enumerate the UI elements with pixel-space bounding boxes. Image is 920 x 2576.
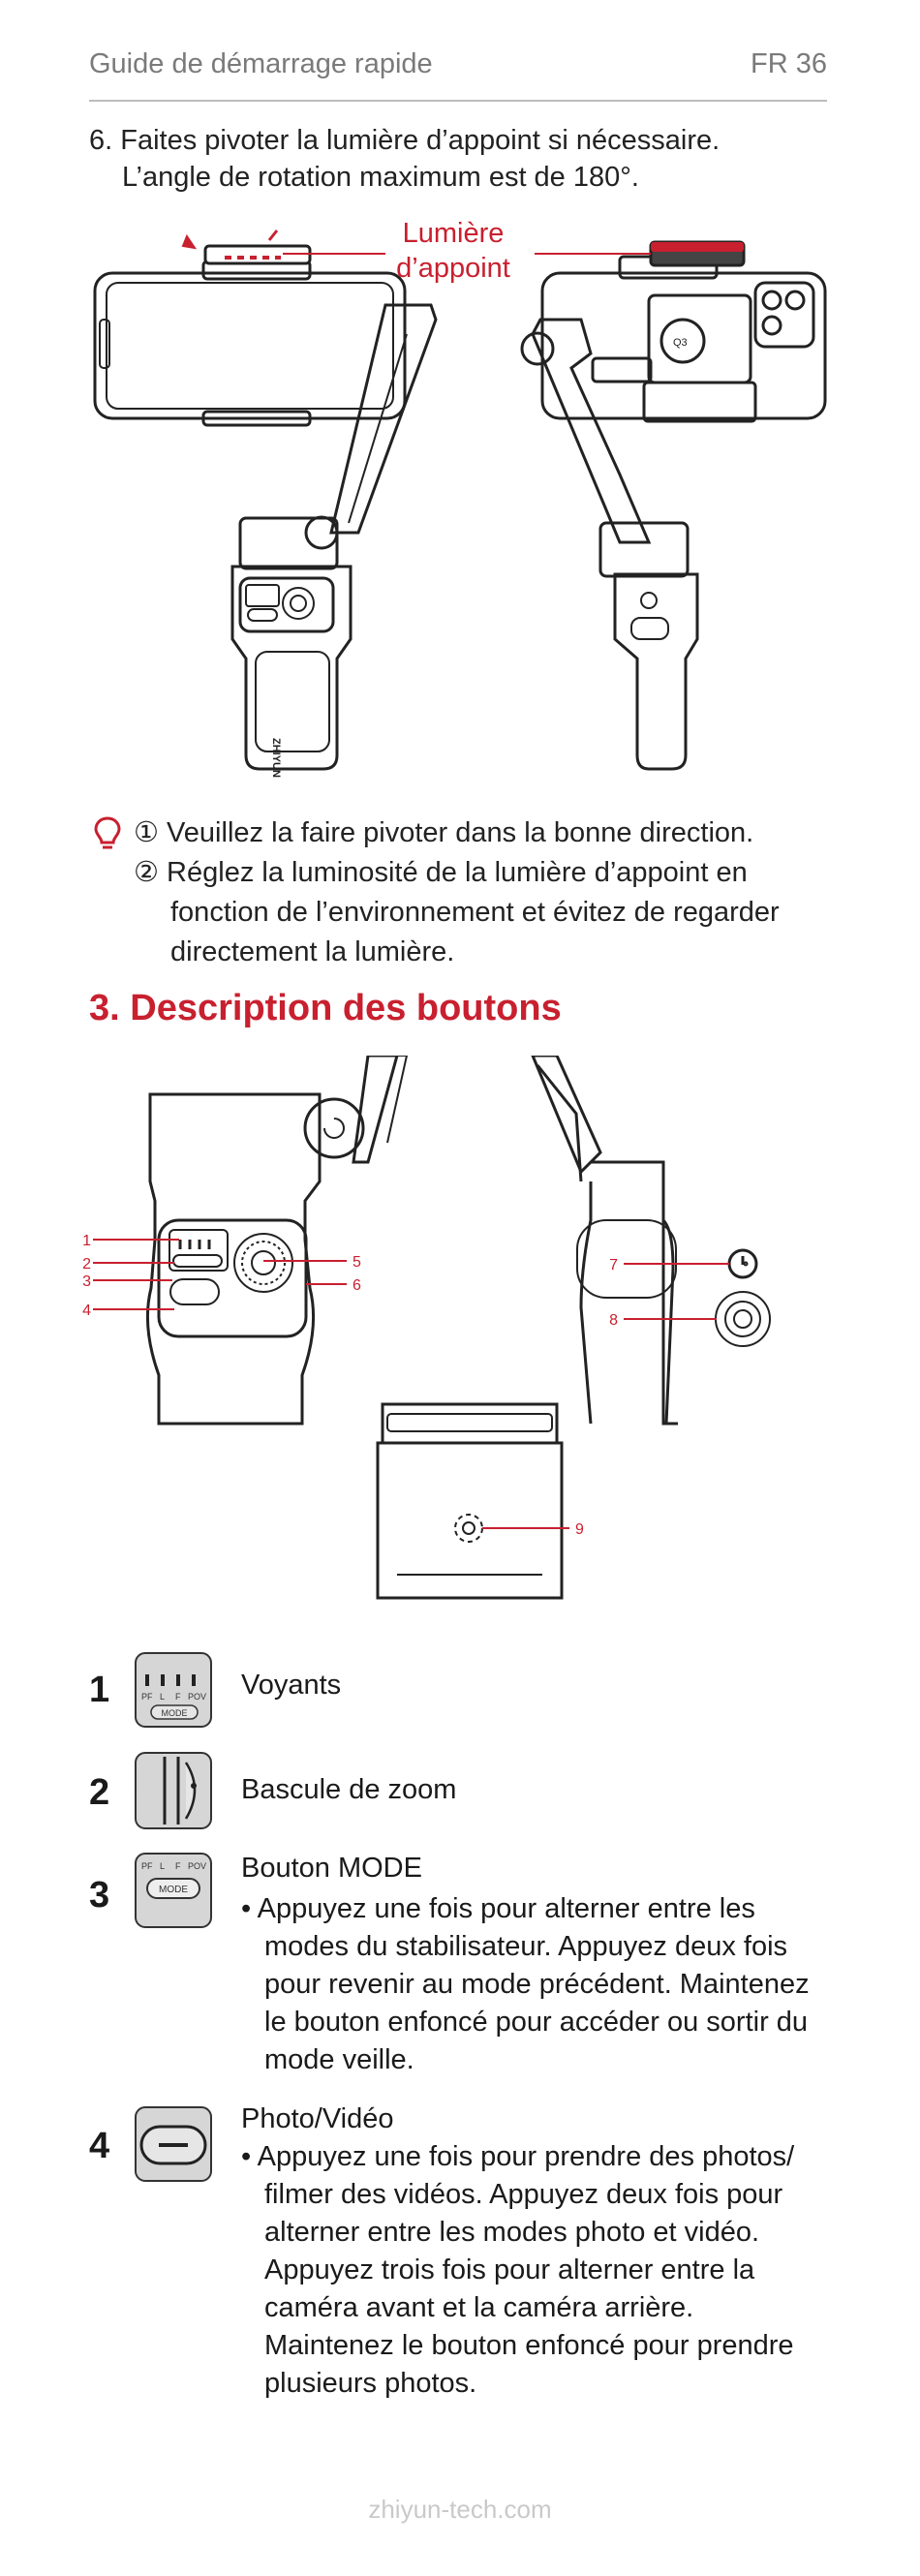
header-title: Guide de démarrage rapide [89, 48, 433, 79]
panel-label-l-2: L [160, 1861, 166, 1871]
mode-label-1: MODE [161, 1708, 188, 1718]
item-4-number: 4 [89, 2126, 110, 2166]
photo-video-button-icon [134, 2105, 213, 2183]
panel-label-pf-2: PF [141, 1861, 153, 1871]
item-4-line6: Maintenez le bouton enfoncé pour prendre [264, 2330, 794, 2361]
lightbulb-icon [93, 815, 122, 852]
callout-3: 3 [82, 1273, 91, 1290]
buttons-diagram [77, 1056, 852, 1617]
mode-label-2: MODE [159, 1885, 188, 1895]
step-6-line1: 6. Faites pivoter la lumière d’appoint si nécessaire. [89, 125, 721, 156]
tip-line2: ② Réglez la luminosité de la lumière d’appoint en [134, 857, 748, 888]
phone-front [95, 273, 405, 418]
callout-1: 1 [82, 1233, 91, 1249]
page-number: FR 36 [751, 48, 827, 79]
item-4-title: Photo/Vidéo [241, 2103, 394, 2134]
item-4-line7: plusieurs photos. [264, 2368, 477, 2399]
tip-line4: directement la lumière. [170, 936, 455, 967]
indicator-lights-icon [134, 1651, 213, 1729]
step-6-line2: L’angle de rotation maximum est de 180°. [122, 162, 639, 193]
item-3-body [241, 1890, 861, 2079]
item-4-line4: Appuyez trois fois pour alterner entre la [264, 2254, 755, 2285]
q3-mark: Q3 [673, 337, 688, 349]
callout-5: 5 [353, 1254, 361, 1271]
section-title: 3. Description des boutons [89, 988, 562, 1028]
tip-line3: fonction de l’environnement et évitez de regarder [170, 897, 780, 928]
callout-7: 7 [609, 1257, 618, 1273]
item-4-body [241, 2138, 861, 2403]
item-3-line3: pour revenir au mode précédent. Maintenez [264, 1969, 810, 2000]
step-6 [89, 122, 720, 196]
item-4-line3: alterner entre les modes photo et vidéo. [264, 2217, 760, 2248]
callout-6: 6 [353, 1277, 361, 1294]
panel-label-pov-2: POV [188, 1861, 207, 1871]
callout-9: 9 [575, 1521, 584, 1538]
item-3-line5: mode veille. [264, 2044, 414, 2075]
callout-4: 4 [82, 1303, 91, 1319]
tip-line1: ① Veuillez la faire pivoter dans la bonne direction. [134, 817, 754, 848]
tip-block [134, 813, 812, 972]
brand-mark: ZHIYUN [270, 738, 282, 778]
item-4-line2: filmer des vidéos. Appuyez deux fois pour [264, 2179, 783, 2210]
callout-8: 8 [609, 1312, 618, 1329]
callout-2: 2 [82, 1256, 91, 1273]
panel-label-l: L [160, 1692, 166, 1702]
item-3-line4: le bouton enfoncé pour accéder ou sortir du [264, 2007, 809, 2038]
item-1-number: 1 [89, 1670, 110, 1710]
item-4-line5: caméra avant et la caméra arrière. [264, 2292, 694, 2323]
item-3-title: Bouton MODE [241, 1853, 422, 1884]
item-3-line2: modes du stabilisateur. Appuyez deux fois [264, 1931, 788, 1962]
header-divider [89, 100, 827, 102]
item-3-line1: • Appuyez une fois pour alterner entre les [241, 1893, 755, 1924]
item-2-number: 2 [89, 1772, 110, 1813]
zoom-rocker-icon [134, 1751, 213, 1830]
item-4-line1: • Appuyez une fois pour prendre des photos/ [241, 2141, 795, 2172]
item-2-title: Bascule de zoom [241, 1774, 457, 1805]
panel-label-f: F [175, 1692, 181, 1702]
callout-label-line2: d’appoint [396, 253, 510, 284]
panel-label-f-2: F [175, 1861, 181, 1871]
item-1-title: Voyants [241, 1670, 342, 1701]
item-3-number: 3 [89, 1875, 110, 1916]
footer-url: zhiyun-tech.com [368, 2495, 552, 2524]
gimbal-fill-light-figure [77, 213, 843, 784]
callout-label-line1: Lumière [402, 218, 505, 249]
panel-label-pov: POV [188, 1692, 207, 1702]
panel-label-pf: PF [141, 1692, 153, 1702]
mode-button-icon [134, 1852, 213, 1929]
